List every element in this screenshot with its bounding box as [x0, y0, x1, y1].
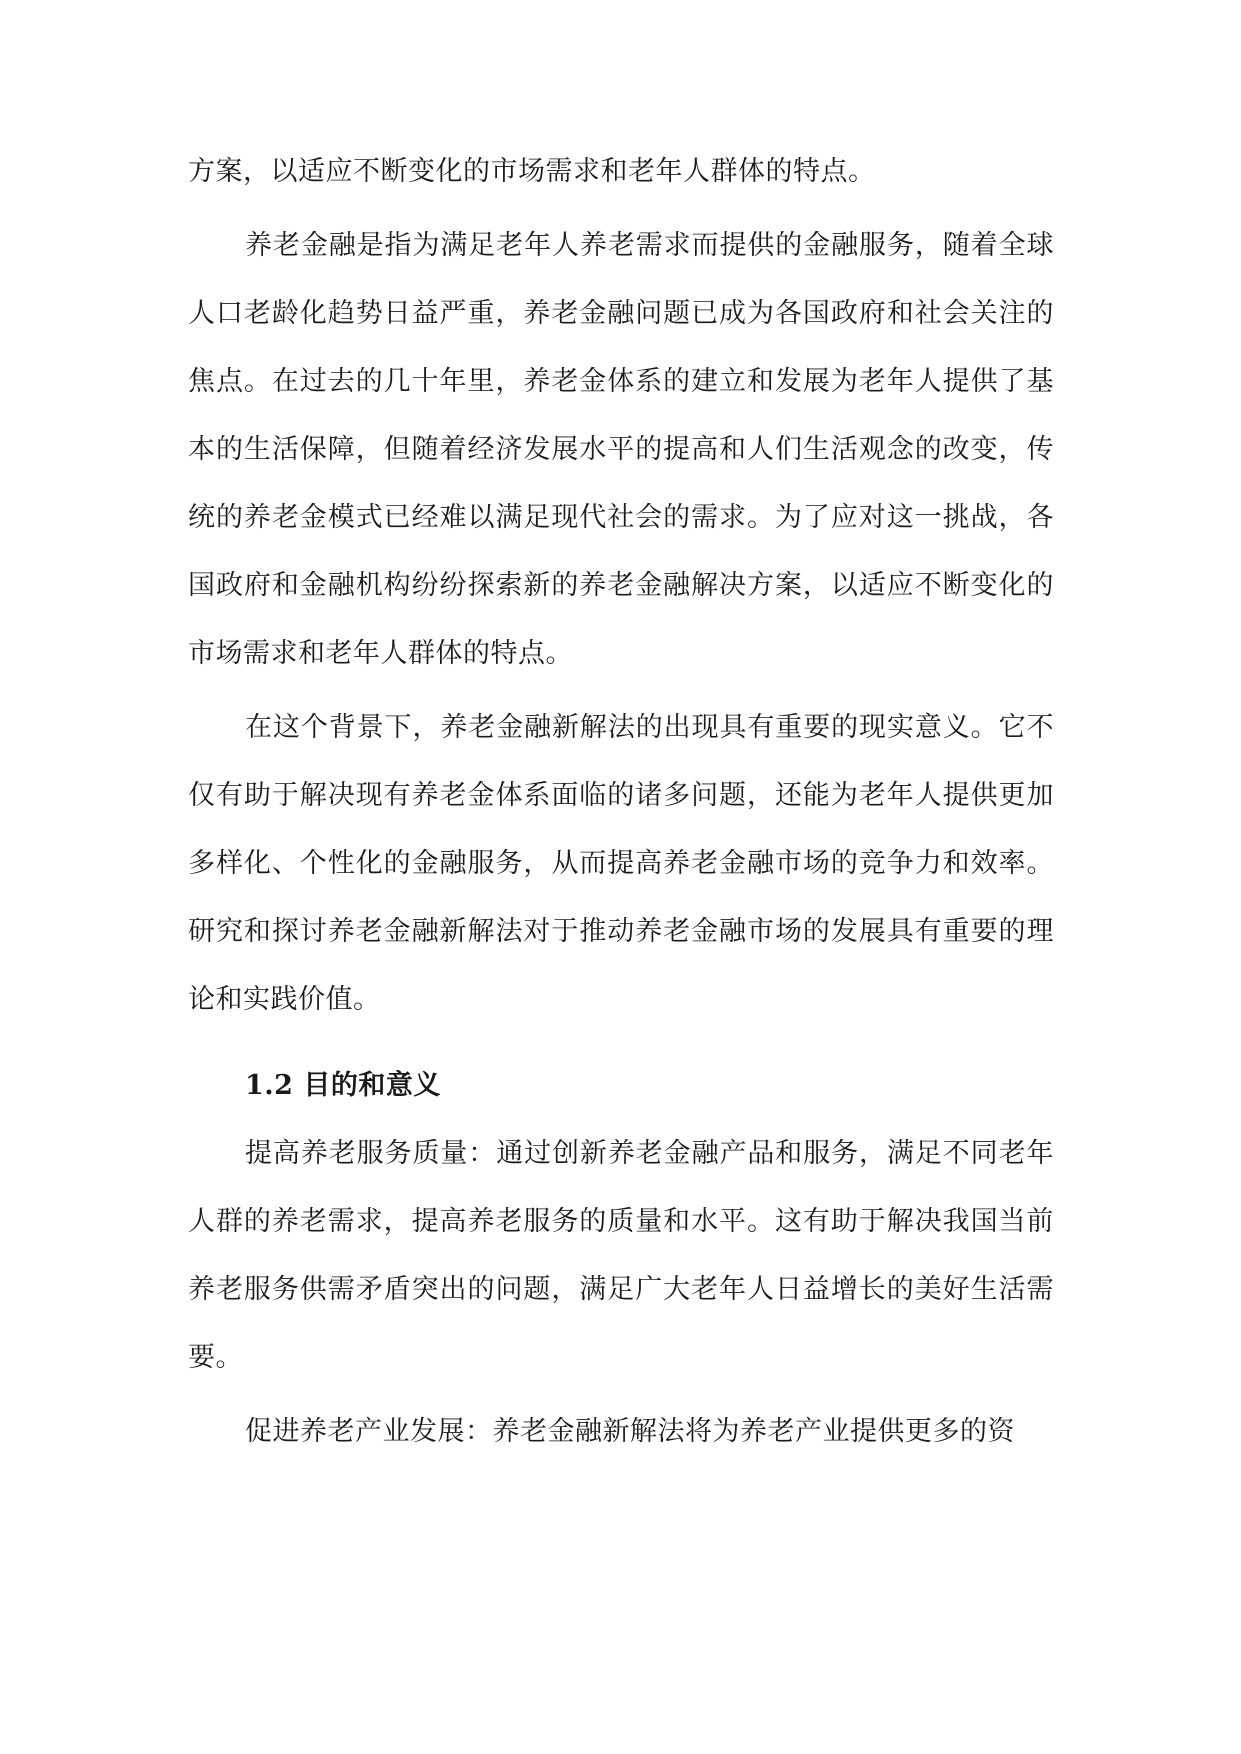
section-heading: 1.2 目的和意义: [245, 1070, 441, 1101]
paragraph-industry-development: 促进养老产业发展：养老金融新解法将为养老产业提供更多的资: [245, 1416, 1015, 1447]
paragraph-continuation: 方案，以适应不断变化的市场需求和老年人群体的特点。: [188, 156, 876, 187]
paragraph-service-quality: 提高养老服务质量：通过创新养老金融产品和服务，满足不同老年人群的养老需求，提高养老服务的质量和水平。这有助于解决我国当前养老服务供需矛盾突出的问题，满足广大老年人日益增长的美好生活需要。: [188, 1138, 1054, 1373]
paragraph-background: 养老金融是指为满足老年人养老需求而提供的金融服务，随着全球人口老龄化趋势日益严重，养老金融问题已成为各国政府和社会关注的焦点。在过去的几十年里，养老金体系的建立和发展为老年人提供了基本的生活保障，但随着经济发展水平的提高和人们生活观念的改变，传统的养老金模式已经难以满足现代社会的需求。为了应对这一挑战，各国政府和金融机构纷纷探索新的养老金融解决方案，以适应不断变化的市场需求和老年人群体的特点。: [188, 230, 1054, 669]
paragraph-significance: 在这个背景下，养老金融新解法的出现具有重要的现实意义。它不仅有助于解决现有养老金体系面临的诸多问题，还能为老年人提供更加多样化、个性化的金融服务，从而提高养老金融市场的竞争力和效率。研究和探讨养老金融新解法对于推动养老金融市场的发展具有重要的理论和实践价值。: [188, 712, 1054, 1015]
document-body: [188, 138, 1054, 1466]
